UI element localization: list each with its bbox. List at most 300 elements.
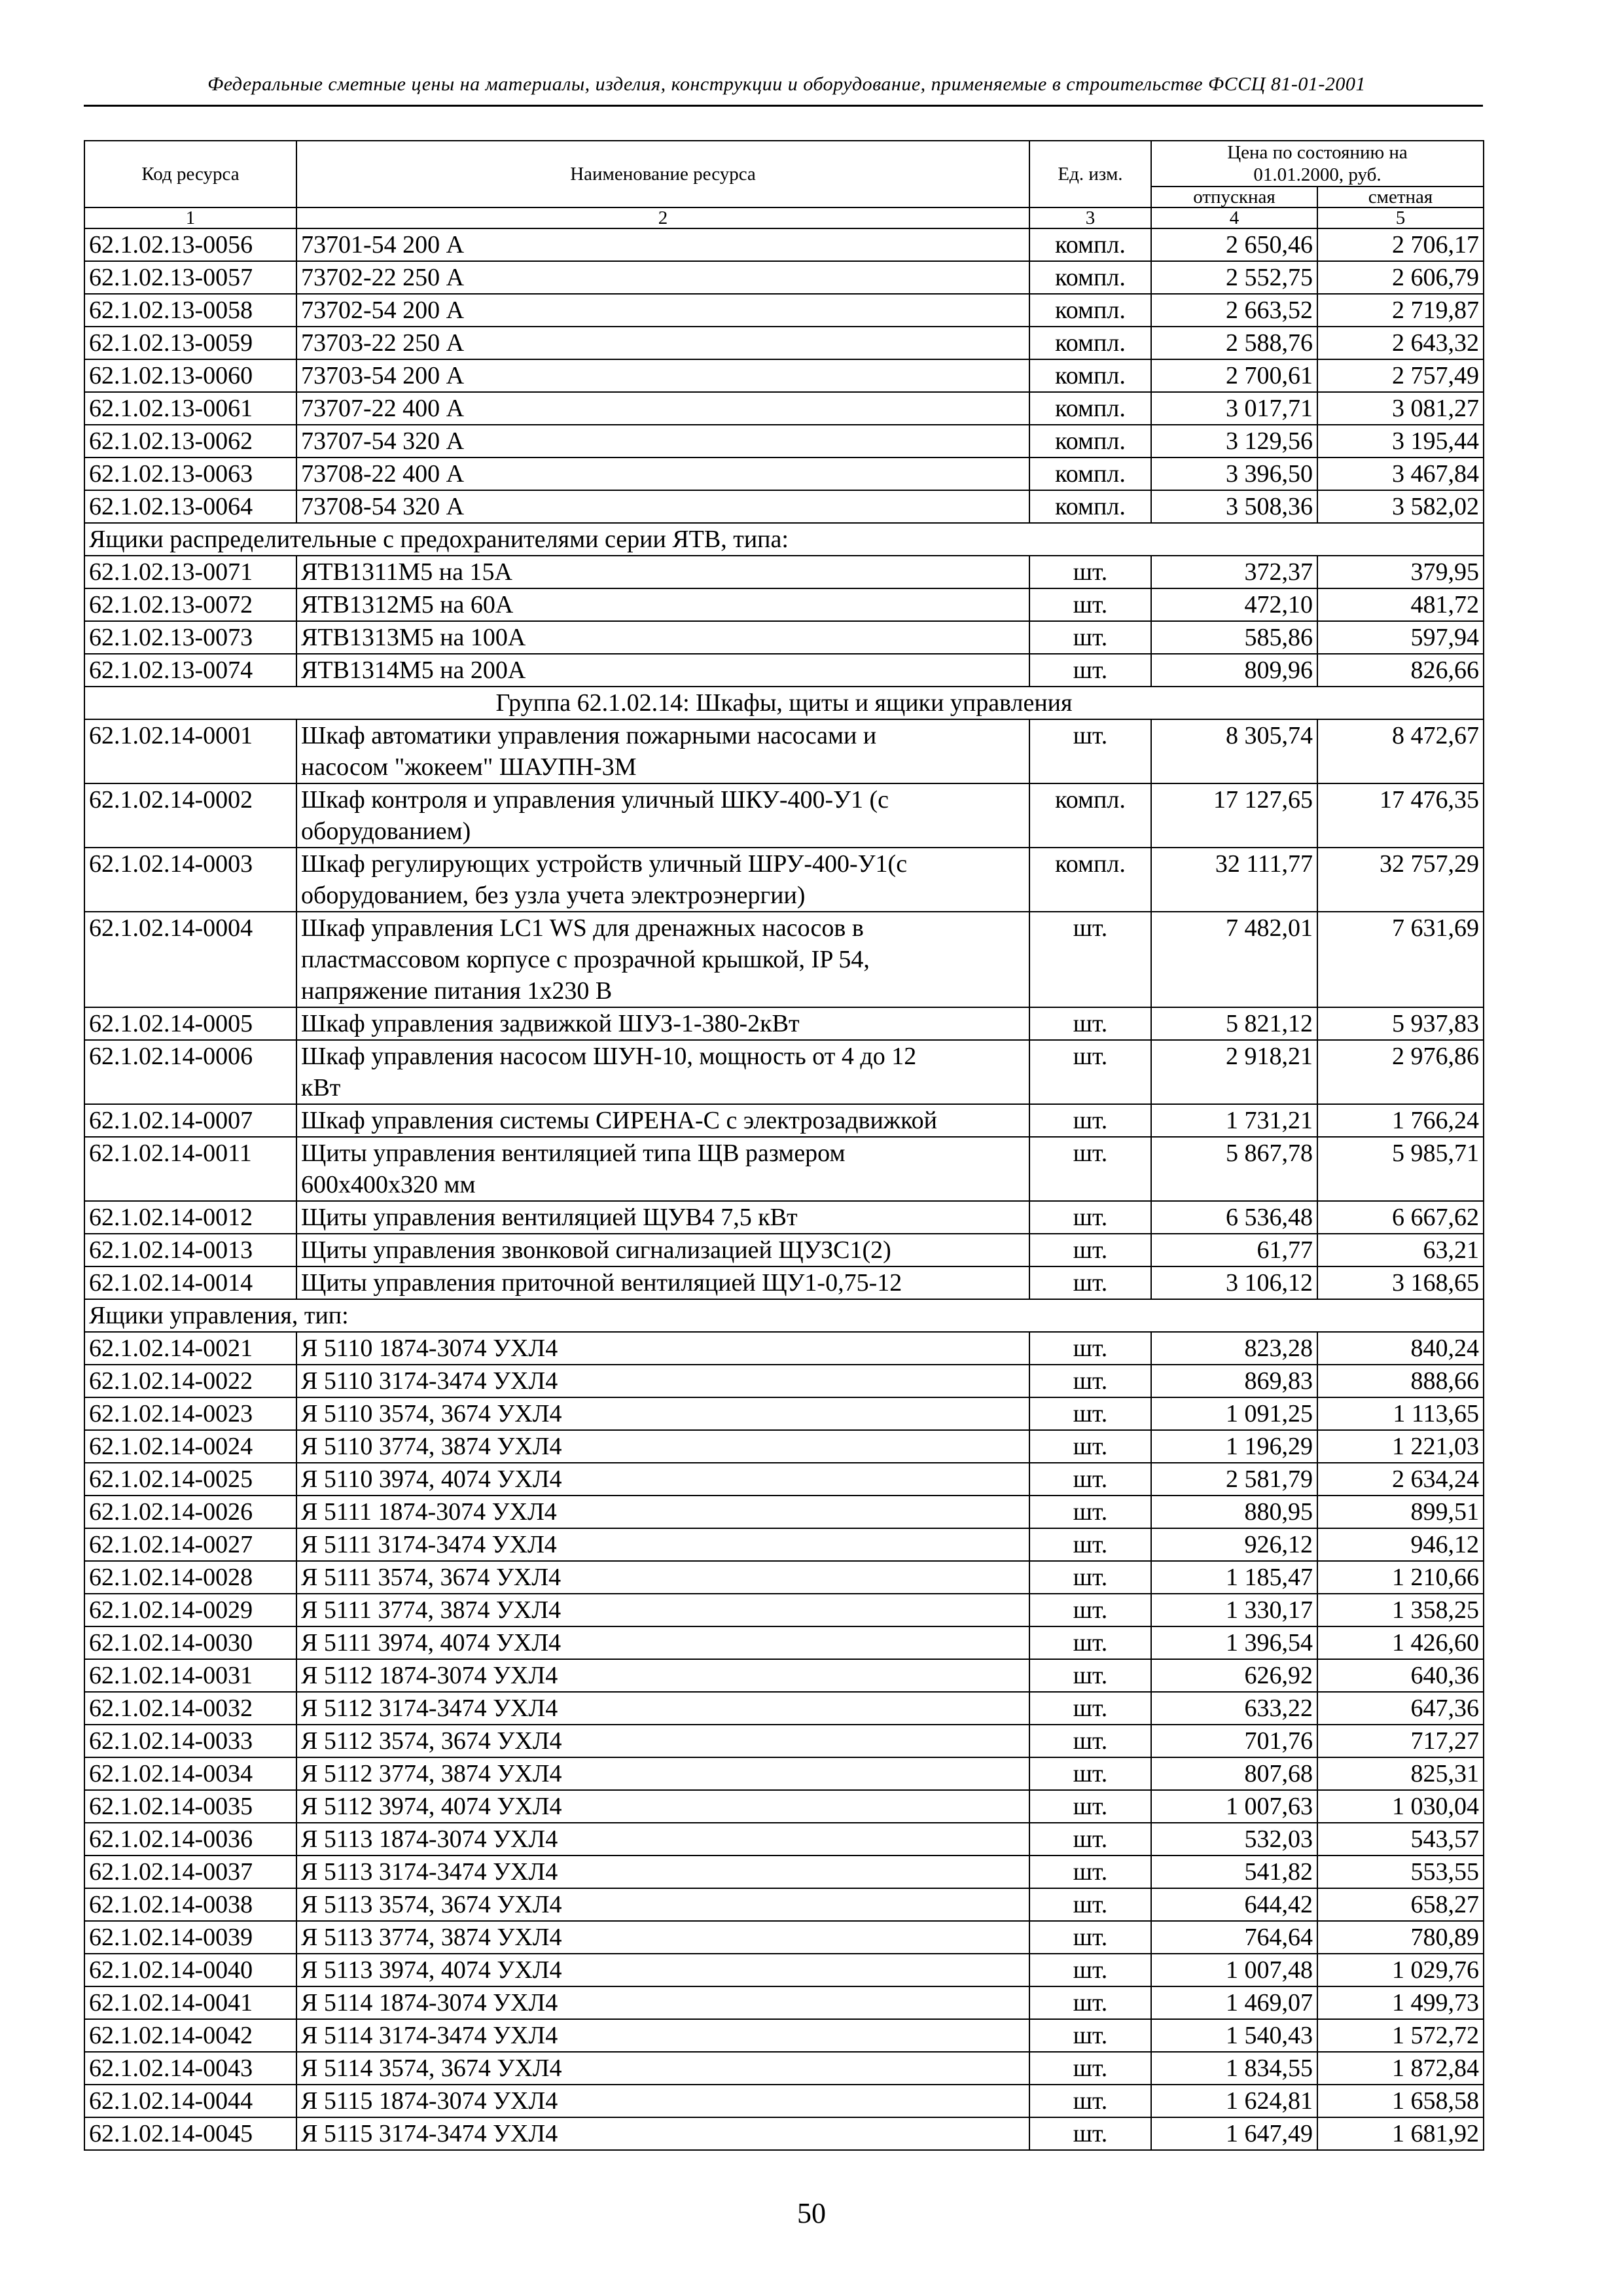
unit-of-measure: шт. [1029,1104,1151,1137]
resource-code: 62.1.02.14-0043 [84,2052,296,2085]
table-row [84,1594,1484,1626]
resource-name [296,1040,1029,1104]
resource-code: 62.1.02.14-0039 [84,1921,296,1954]
resource-name: ЯТВ1312М5 на 60А [296,588,1029,621]
resource-code: 62.1.02.14-0025 [84,1463,296,1496]
table-row [84,294,1484,327]
resource-name: Я 5112 3174-3474 УХЛ4 [296,1692,1029,1725]
release-price: 541,82 [1151,1856,1317,1888]
estimate-price: 597,94 [1317,621,1484,654]
resource-name-line: Щиты управления вентиляцией типа ЩВ размером [301,1139,846,1167]
unit-of-measure: шт. [1029,1692,1151,1725]
unit-of-measure: шт. [1029,1659,1151,1692]
release-price: 5 821,12 [1151,1007,1317,1040]
resource-code: 62.1.02.13-0059 [84,327,296,359]
table-row [84,848,1484,912]
resource-code: 62.1.02.14-0006 [84,1040,296,1104]
unit-of-measure: шт. [1029,1528,1151,1561]
resource-name: ЯТВ1313М5 на 100А [296,621,1029,654]
resource-name [296,1137,1029,1201]
unit-of-measure: шт. [1029,2019,1151,2052]
unit-of-measure: компл. [1029,783,1151,848]
resource-name [296,912,1029,1007]
resource-code: 62.1.02.14-0013 [84,1234,296,1266]
unit-of-measure: шт. [1029,1561,1151,1594]
col-header-price-group [1151,141,1484,187]
release-price: 2 700,61 [1151,359,1317,392]
release-price: 926,12 [1151,1528,1317,1561]
estimate-price: 17 476,35 [1317,783,1484,848]
resource-name [296,1104,1029,1137]
resource-name: 73703-54 200 А [296,359,1029,392]
resource-name [296,1201,1029,1234]
resource-name: Я 5110 1874-3074 УХЛ4 [296,1332,1029,1365]
resource-name: Я 5111 3774, 3874 УХЛ4 [296,1594,1029,1626]
resource-name: Я 5112 3574, 3674 УХЛ4 [296,1725,1029,1757]
table-row [84,1137,1484,1201]
table-row [84,2019,1484,2052]
release-price: 3 129,56 [1151,425,1317,457]
resource-name: Я 5113 3774, 3874 УХЛ4 [296,1921,1029,1954]
resource-name: Я 5115 3174-3474 УХЛ4 [296,2117,1029,2150]
resource-name-line: Шкаф управления насосом ШУН-10, мощность от 4 до 12 [301,1043,917,1070]
unit-of-measure: шт. [1029,556,1151,588]
unit-of-measure: компл. [1029,425,1151,457]
release-price: 1 731,21 [1151,1104,1317,1137]
resource-name-line: Шкаф управления LC1 WS для дренажных насосов в [301,914,864,942]
resource-code: 62.1.02.14-0028 [84,1561,296,1594]
estimate-price: 825,31 [1317,1757,1484,1790]
estimate-price: 888,66 [1317,1365,1484,1397]
resource-code: 62.1.02.13-0062 [84,425,296,457]
resource-name: Я 5112 1874-3074 УХЛ4 [296,1659,1029,1692]
unit-of-measure: шт. [1029,1234,1151,1266]
table-row [84,1365,1484,1397]
unit-of-measure: компл. [1029,359,1151,392]
resource-name: ЯТВ1311М5 на 15А [296,556,1029,588]
resource-name: Я 5110 3774, 3874 УХЛ4 [296,1430,1029,1463]
resource-name [296,1266,1029,1299]
release-price: 1 007,63 [1151,1790,1317,1823]
unit-of-measure: шт. [1029,1725,1151,1757]
table-row [84,327,1484,359]
estimate-price: 5 985,71 [1317,1137,1484,1201]
resource-name: Я 5113 3174-3474 УХЛ4 [296,1856,1029,1888]
resource-code: 62.1.02.14-0001 [84,719,296,783]
estimate-price: 379,95 [1317,556,1484,588]
unit-of-measure: шт. [1029,1986,1151,2019]
estimate-price: 1 872,84 [1317,2052,1484,2085]
resource-code: 62.1.02.14-0004 [84,912,296,1007]
release-price: 2 588,76 [1151,327,1317,359]
resource-name: Я 5110 3174-3474 УХЛ4 [296,1365,1029,1397]
resource-code: 62.1.02.13-0061 [84,392,296,425]
resource-code: 62.1.02.14-0003 [84,848,296,912]
unit-of-measure: шт. [1029,1856,1151,1888]
table-row [84,556,1484,588]
table-row [84,912,1484,1007]
estimate-price: 2 706,17 [1317,228,1484,261]
group-title: Группа 62.1.02.14: Шкафы, щиты и ящики управления [84,687,1484,719]
estimate-price: 6 667,62 [1317,1201,1484,1234]
table-row [84,261,1484,294]
unit-of-measure: компл. [1029,392,1151,425]
release-price: 1 540,43 [1151,2019,1317,2052]
estimate-price: 647,36 [1317,1692,1484,1725]
resource-code: 62.1.02.14-0044 [84,2085,296,2117]
resource-code: 62.1.02.14-0040 [84,1954,296,1986]
unit-of-measure: шт. [1029,1463,1151,1496]
resource-name-line: насосом "жокеем" ШАУПН-3М [301,753,637,781]
release-price: 1 624,81 [1151,2085,1317,2117]
resource-name: 73701-54 200 А [296,228,1029,261]
table-row [84,228,1484,261]
unit-of-measure: компл. [1029,294,1151,327]
table-row [84,1921,1484,1954]
unit-of-measure: шт. [1029,2085,1151,2117]
resource-code: 62.1.02.13-0071 [84,556,296,588]
unit-of-measure: шт. [1029,1397,1151,1430]
unit-of-measure: компл. [1029,261,1151,294]
group-row [84,687,1484,719]
estimate-price: 481,72 [1317,588,1484,621]
resource-code: 62.1.02.14-0024 [84,1430,296,1463]
resource-code: 62.1.02.14-0005 [84,1007,296,1040]
resource-name [296,848,1029,912]
resource-name: 73702-54 200 А [296,294,1029,327]
unit-of-measure: шт. [1029,2052,1151,2085]
unit-of-measure: шт. [1029,621,1151,654]
table-row [84,359,1484,392]
estimate-price: 1 658,58 [1317,2085,1484,2117]
unit-of-measure: шт. [1029,1823,1151,1856]
resource-name: Я 5114 3174-3474 УХЛ4 [296,2019,1029,2052]
resource-code: 62.1.02.14-0014 [84,1266,296,1299]
resource-name: Я 5114 3574, 3674 УХЛ4 [296,2052,1029,2085]
release-price: 1 196,29 [1151,1430,1317,1463]
unit-of-measure: шт. [1029,1790,1151,1823]
release-price: 5 867,78 [1151,1137,1317,1201]
estimate-price: 1 426,60 [1317,1626,1484,1659]
resource-name: 73707-22 400 А [296,392,1029,425]
release-price: 32 111,77 [1151,848,1317,912]
estimate-price: 8 472,67 [1317,719,1484,783]
release-price: 17 127,65 [1151,783,1317,848]
estimate-price: 1 572,72 [1317,2019,1484,2052]
estimate-price: 1 358,25 [1317,1594,1484,1626]
estimate-price: 1 029,76 [1317,1954,1484,1986]
unit-of-measure: шт. [1029,1430,1151,1463]
resource-code: 62.1.02.13-0056 [84,228,296,261]
resource-code: 62.1.02.14-0036 [84,1823,296,1856]
estimate-price: 780,89 [1317,1921,1484,1954]
resource-name-line: 600х400х320 мм [301,1171,476,1198]
table-row [84,1397,1484,1430]
release-price: 3 396,50 [1151,457,1317,490]
table-row [84,1496,1484,1528]
resource-code: 62.1.02.14-0026 [84,1496,296,1528]
section-title-yatv: Ящики распределительные с предохранителями серии ЯТВ, типа: [84,523,1484,556]
unit-of-measure: шт. [1029,588,1151,621]
unit-of-measure: шт. [1029,1921,1151,1954]
resource-code: 62.1.02.14-0038 [84,1888,296,1921]
resource-name: 73702-22 250 А [296,261,1029,294]
table-row [84,1463,1484,1496]
unit-of-measure: шт. [1029,719,1151,783]
estimate-price: 7 631,69 [1317,912,1484,1007]
table-header [84,141,1484,228]
table-row [84,1430,1484,1463]
resource-code: 62.1.02.14-0042 [84,2019,296,2052]
release-price: 2 552,75 [1151,261,1317,294]
resource-code: 62.1.02.14-0037 [84,1856,296,1888]
resource-name: Я 5111 1874-3074 УХЛ4 [296,1496,1029,1528]
unit-of-measure: шт. [1029,2117,1151,2150]
unit-of-measure: шт. [1029,1266,1151,1299]
section-row [84,523,1484,556]
resource-code: 62.1.02.13-0074 [84,654,296,687]
resource-code: 62.1.02.14-0012 [84,1201,296,1234]
resource-name-line: кВт [301,1074,341,1102]
release-price: 764,64 [1151,1921,1317,1954]
estimate-price: 3 081,27 [1317,392,1484,425]
page-header-title: Федеральные сметные цены на материалы, изделия, конструкции и оборудование, применяемые в строительстве ФССЦ 81-01-2001 [207,73,1366,95]
resource-code: 62.1.02.14-0033 [84,1725,296,1757]
table-row [84,2117,1484,2150]
table-row [84,2085,1484,2117]
resource-name: Я 5113 1874-3074 УХЛ4 [296,1823,1029,1856]
release-price: 2 650,46 [1151,228,1317,261]
estimate-price: 3 582,02 [1317,490,1484,523]
header-rule [84,105,1483,107]
col-number-1: 1 [84,207,296,228]
release-price: 7 482,01 [1151,912,1317,1007]
resource-code: 62.1.02.13-0058 [84,294,296,327]
resource-name: Я 5113 3574, 3674 УХЛ4 [296,1888,1029,1921]
resource-code: 62.1.02.13-0073 [84,621,296,654]
table-row [84,1561,1484,1594]
resource-code: 62.1.02.14-0023 [84,1397,296,1430]
estimate-price: 32 757,29 [1317,848,1484,912]
release-price: 2 918,21 [1151,1040,1317,1104]
release-price: 701,76 [1151,1725,1317,1757]
estimate-price: 1 681,92 [1317,2117,1484,2150]
release-price: 61,77 [1151,1234,1317,1266]
table-row [84,1823,1484,1856]
estimate-price: 1 210,66 [1317,1561,1484,1594]
release-price: 1 091,25 [1151,1397,1317,1430]
price-table [84,140,1484,2151]
estimate-price: 1 499,73 [1317,1986,1484,2019]
estimate-price: 3 467,84 [1317,457,1484,490]
resource-name-line: Шкаф управления системы СИРЕНА-С с электрозадвижкой [301,1107,937,1134]
page-number: 50 [797,2197,826,2229]
resource-name: Я 5113 3974, 4074 УХЛ4 [296,1954,1029,1986]
release-price: 1 396,54 [1151,1626,1317,1659]
table-body [84,228,1484,2150]
resource-code: 62.1.02.14-0032 [84,1692,296,1725]
resource-name-line: Щиты управления звонковой сигнализацией ЩУЗС1(2) [301,1236,891,1264]
col-header-estimate-price: сметная [1317,187,1484,207]
resource-name-line: Шкаф автоматики управления пожарными насосами и [301,722,877,749]
resource-name: Я 5110 3974, 4074 УХЛ4 [296,1463,1029,1496]
unit-of-measure: шт. [1029,912,1151,1007]
release-price: 472,10 [1151,588,1317,621]
unit-of-measure: компл. [1029,327,1151,359]
estimate-price: 2 976,86 [1317,1040,1484,1104]
section-row [84,1299,1484,1332]
table-row [84,1692,1484,1725]
estimate-price: 1 221,03 [1317,1430,1484,1463]
resource-name-line: пластмассовом корпусе с прозрачной крышкой, IP 54, [301,946,870,973]
resource-name: Я 5111 3174-3474 УХЛ4 [296,1528,1029,1561]
estimate-price: 63,21 [1317,1234,1484,1266]
table-row [84,457,1484,490]
resource-code: 62.1.02.14-0030 [84,1626,296,1659]
table-row [84,621,1484,654]
resource-code: 62.1.02.13-0057 [84,261,296,294]
resource-code: 62.1.02.14-0045 [84,2117,296,2150]
col-number-4: 4 [1151,207,1317,228]
table-row [84,719,1484,783]
estimate-price: 553,55 [1317,1856,1484,1888]
table-row [84,1626,1484,1659]
release-price: 626,92 [1151,1659,1317,1692]
release-price: 644,42 [1151,1888,1317,1921]
col-header-unit: Ед. изм. [1029,141,1151,207]
table-row [84,1659,1484,1692]
unit-of-measure: шт. [1029,1332,1151,1365]
estimate-price: 717,27 [1317,1725,1484,1757]
estimate-price: 946,12 [1317,1528,1484,1561]
resource-name-line: Шкаф контроля и управления уличный ШКУ-400-У1 (с [301,786,889,814]
release-price: 6 536,48 [1151,1201,1317,1234]
col-header-release-price: отпускная [1151,187,1317,207]
resource-name: Я 5111 3974, 4074 УХЛ4 [296,1626,1029,1659]
unit-of-measure: шт. [1029,1137,1151,1201]
resource-code: 62.1.02.14-0011 [84,1137,296,1201]
resource-name-line: напряжение питания 1х230 В [301,977,613,1005]
col-number-3: 3 [1029,207,1151,228]
resource-code: 62.1.02.14-0007 [84,1104,296,1137]
resource-code: 62.1.02.14-0029 [84,1594,296,1626]
col-number-5: 5 [1317,207,1484,228]
unit-of-measure: шт. [1029,1201,1151,1234]
unit-of-measure: компл. [1029,228,1151,261]
resource-name: Я 5112 3774, 3874 УХЛ4 [296,1757,1029,1790]
resource-name [296,1007,1029,1040]
release-price: 3 017,71 [1151,392,1317,425]
resource-code: 62.1.02.14-0031 [84,1659,296,1692]
estimate-price: 2 606,79 [1317,261,1484,294]
resource-name-line: Щиты управления приточной вентиляцией ЩУ1-0,75-12 [301,1269,902,1297]
resource-code: 62.1.02.13-0063 [84,457,296,490]
resource-code: 62.1.02.13-0072 [84,588,296,621]
release-price: 869,83 [1151,1365,1317,1397]
table-row [84,1888,1484,1921]
table-row [84,425,1484,457]
estimate-price: 2 719,87 [1317,294,1484,327]
table-row [84,1790,1484,1823]
table-row [84,392,1484,425]
resource-code: 62.1.02.13-0060 [84,359,296,392]
price-group-line1: Цена по состоянию на [1227,142,1408,163]
table-row [84,2052,1484,2085]
resource-name: Я 5115 1874-3074 УХЛ4 [296,2085,1029,2117]
table-row [84,1104,1484,1137]
table-row [84,1986,1484,2019]
table-row [84,1725,1484,1757]
table-row [84,1007,1484,1040]
table-row [84,1040,1484,1104]
resource-name: 73708-22 400 А [296,457,1029,490]
estimate-price: 658,27 [1317,1888,1484,1921]
resource-name-line: оборудованием, без узла учета электроэнергии) [301,882,806,909]
table-row [84,1856,1484,1888]
estimate-price: 840,24 [1317,1332,1484,1365]
resource-name-line: Шкаф регулирующих устройств уличный ШРУ-400-У1(с [301,850,908,878]
section-title-control-boxes: Ящики управления, тип: [84,1299,1484,1332]
release-price: 585,86 [1151,621,1317,654]
release-price: 1 330,17 [1151,1594,1317,1626]
resource-name: 73707-54 320 А [296,425,1029,457]
release-price: 1 469,07 [1151,1986,1317,2019]
unit-of-measure: шт. [1029,1365,1151,1397]
resource-name-line: Щиты управления вентиляцией ЩУВ4 7,5 кВт [301,1204,798,1231]
table-row [84,490,1484,523]
resource-name-line: Шкаф управления задвижкой ШУЗ-1-380-2кВт [301,1010,800,1037]
table-row [84,1201,1484,1234]
release-price: 807,68 [1151,1757,1317,1790]
unit-of-measure: шт. [1029,654,1151,687]
table-row [84,783,1484,848]
resource-name: ЯТВ1314М5 на 200А [296,654,1029,687]
unit-of-measure: компл. [1029,848,1151,912]
resource-name: Я 5110 3574, 3674 УХЛ4 [296,1397,1029,1430]
table-row [84,588,1484,621]
unit-of-measure: шт. [1029,1888,1151,1921]
release-price: 8 305,74 [1151,719,1317,783]
release-price: 809,96 [1151,654,1317,687]
unit-of-measure: шт. [1029,1040,1151,1104]
estimate-price: 2 634,24 [1317,1463,1484,1496]
table-row [84,1266,1484,1299]
release-price: 2 663,52 [1151,294,1317,327]
release-price: 1 647,49 [1151,2117,1317,2150]
resource-code: 62.1.02.14-0022 [84,1365,296,1397]
unit-of-measure: шт. [1029,1007,1151,1040]
release-price: 372,37 [1151,556,1317,588]
col-header-code: Код ресурса [84,141,296,207]
table-row [84,654,1484,687]
resource-name: 73708-54 320 А [296,490,1029,523]
unit-of-measure: компл. [1029,457,1151,490]
release-price: 2 581,79 [1151,1463,1317,1496]
unit-of-measure: шт. [1029,1594,1151,1626]
release-price: 1 007,48 [1151,1954,1317,1986]
resource-name: Я 5111 3574, 3674 УХЛ4 [296,1561,1029,1594]
release-price: 1 185,47 [1151,1561,1317,1594]
release-price: 1 834,55 [1151,2052,1317,2085]
table-row [84,1757,1484,1790]
resource-code: 62.1.02.13-0064 [84,490,296,523]
col-number-2: 2 [296,207,1029,228]
estimate-price: 5 937,83 [1317,1007,1484,1040]
unit-of-measure: компл. [1029,490,1151,523]
unit-of-measure: шт. [1029,1626,1151,1659]
resource-name-line: оборудованием) [301,817,471,845]
estimate-price: 543,57 [1317,1823,1484,1856]
